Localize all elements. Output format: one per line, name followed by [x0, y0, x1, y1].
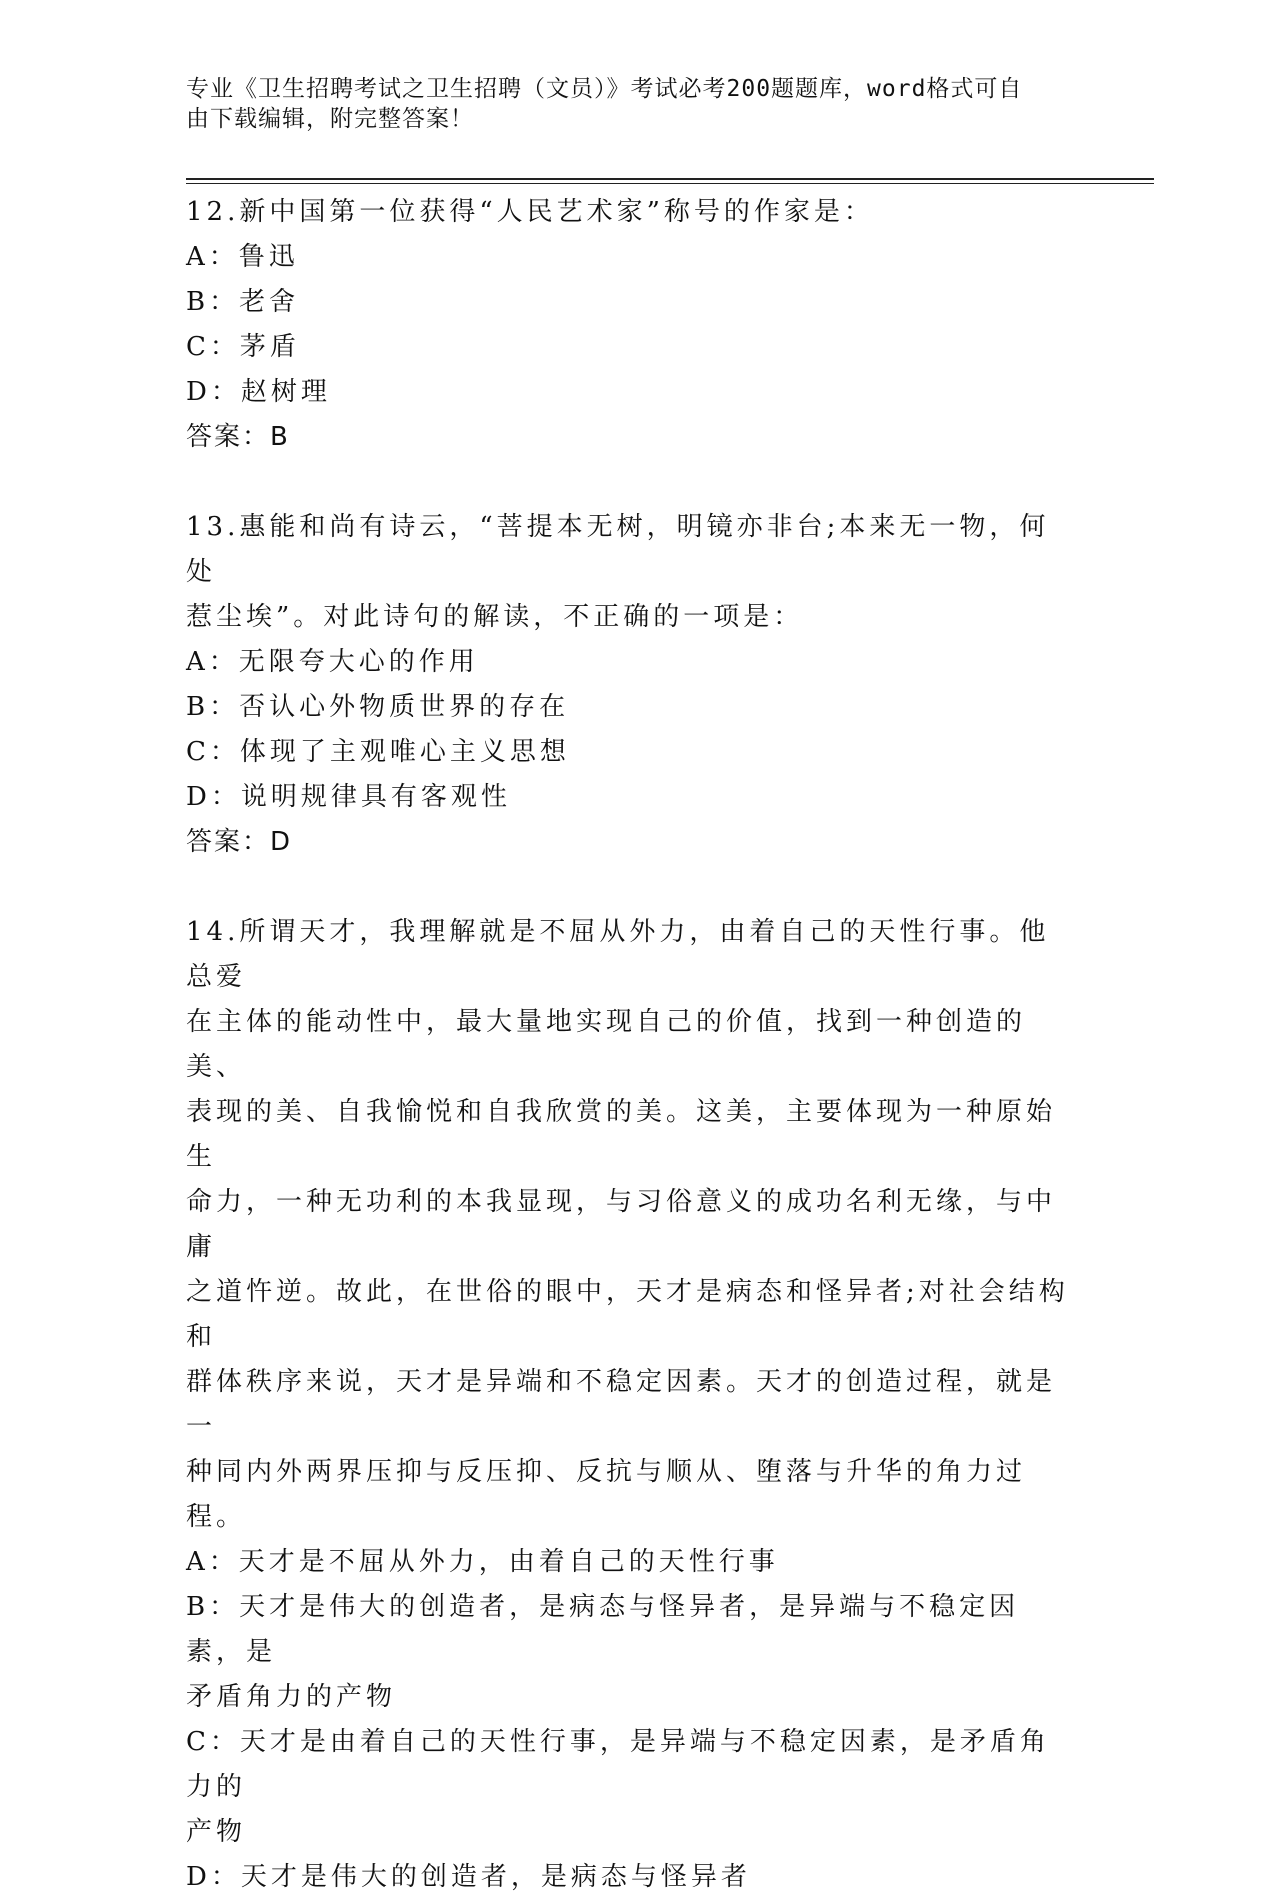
question-14 [186, 910, 1076, 1900]
question-13 [186, 505, 1076, 865]
question-list [186, 190, 1076, 1900]
option-b: B：否认心外物质世界的存在 [186, 692, 570, 722]
option-c: C：体现了主观唯心主义思想 [186, 737, 570, 767]
answer-label: 答案：B [186, 422, 290, 452]
question-stem: 群体秩序来说，天才是异端和不稳定因素。天才的创造过程，就是一 [186, 1367, 1057, 1442]
document-intro [186, 74, 1076, 134]
intro-line-1: 专业《卫生招聘考试之卫生招聘（文员）》考试必考200题题库，word格式可自 [186, 76, 1023, 102]
answer-label: 答案：D [186, 827, 293, 857]
question-stem: 12.新中国第一位获得“人民艺术家”称号的作家是： [186, 197, 874, 227]
option-d: D：说明规律具有客观性 [186, 782, 511, 812]
question-spacer [186, 865, 1076, 910]
header-divider-thin [186, 183, 1154, 184]
question-stem: 在主体的能动性中，最大量地实现自己的价值，找到一种创造的美、 [186, 1007, 1027, 1082]
header-divider-thick [186, 178, 1154, 180]
option-d: D：赵树理 [186, 377, 331, 407]
option-d: D：天才是伟大的创造者，是病态与怪异者 [186, 1862, 751, 1892]
question-stem: 惹尘埃”。对此诗句的解读，不正确的一项是： [186, 602, 804, 632]
option-b: B：天才是伟大的创造者，是病态与怪异者，是异端与不稳定因素，是 [186, 1592, 1020, 1667]
question-stem: 种同内外两界压抑与反压抑、反抗与顺从、堕落与升华的角力过程。 [186, 1457, 1027, 1532]
option-c: C：天才是由着自己的天性行事，是异端与不稳定因素，是矛盾角力的 [186, 1727, 1050, 1802]
question-spacer [186, 460, 1076, 505]
option-b-continued: 矛盾角力的产物 [186, 1682, 397, 1712]
question-stem: 命力，一种无功利的本我显现，与习俗意义的成功名利无缘，与中庸 [186, 1187, 1057, 1262]
option-b: B：老舍 [186, 287, 300, 317]
question-stem: 13.惠能和尚有诗云，“菩提本无树，明镜亦非台;本来无一物，何处 [186, 512, 1050, 587]
question-stem: 14.所谓天才，我理解就是不屈从外力，由着自己的天性行事。他总爱 [186, 917, 1050, 992]
option-c-continued: 产物 [186, 1817, 247, 1847]
option-a: A：无限夸大心的作用 [186, 647, 479, 677]
option-a: A：天才是不屈从外力，由着自己的天性行事 [186, 1547, 779, 1577]
question-12 [186, 190, 1076, 460]
option-a: A：鲁迅 [186, 242, 299, 272]
intro-line-2: 由下载编辑，附完整答案！ [186, 106, 474, 132]
question-stem: 之道忤逆。故此，在世俗的眼中，天才是病态和怪异者;对社会结构和 [186, 1277, 1069, 1352]
option-c: C：茅盾 [186, 332, 300, 362]
question-stem: 表现的美、自我愉悦和自我欣赏的美。这美，主要体现为一种原始生 [186, 1097, 1057, 1172]
